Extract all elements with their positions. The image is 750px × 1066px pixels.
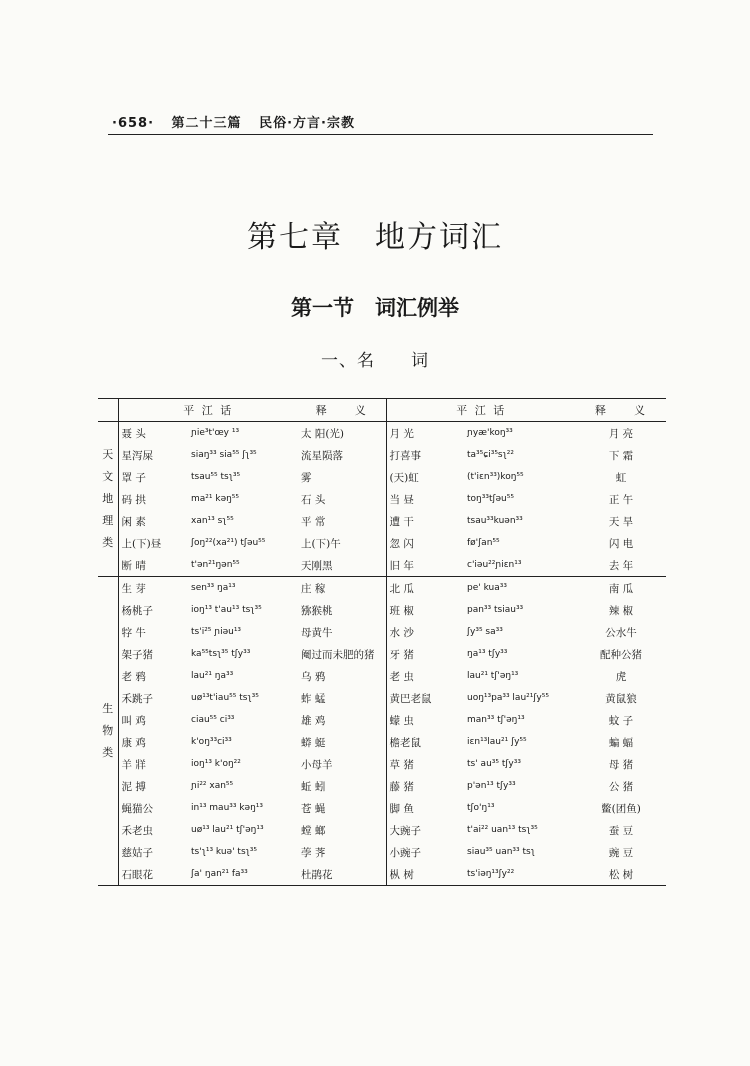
table-row — [98, 488, 666, 510]
right-term: (天)虹 — [389, 471, 419, 484]
left-meaning: 庄 稼 — [298, 577, 386, 600]
right-meaning: 南 瓜 — [608, 582, 634, 595]
table-row — [98, 466, 666, 488]
vocabulary-table — [98, 398, 666, 886]
left-ipa: ioŋ¹³ k'oŋ²² — [191, 759, 241, 769]
right-meaning: 虎 — [615, 670, 627, 683]
right-meaning: 虹 — [615, 471, 627, 484]
table-row — [98, 532, 666, 554]
left-term: 星泻屎 — [121, 449, 153, 462]
left-term: 老 鸦 — [121, 670, 146, 683]
left-meaning: 平 常 — [298, 510, 386, 532]
sub-title: 一、名 词 — [321, 351, 429, 371]
left-term: 牸 牛 — [121, 626, 146, 639]
left-meaning: 雾 — [298, 466, 386, 488]
chapter-title: 第七章 地方词汇 — [247, 220, 503, 255]
right-meaning: 母 猪 — [608, 758, 634, 771]
right-term: 旧 年 — [389, 559, 414, 572]
category-char: 类 — [102, 746, 114, 759]
right-ipa: toŋ³³tʃəu⁵⁵ — [467, 494, 514, 504]
right-ipa: ts' au³⁵ tʃy³³ — [467, 759, 521, 769]
category-char: 生 — [102, 702, 114, 715]
category-char: 地 — [102, 492, 114, 505]
left-ipa: ts'i²⁵ ɲiəu¹³ — [191, 627, 242, 637]
table-row — [98, 599, 666, 621]
right-meaning: 鳖(团鱼) — [601, 802, 641, 815]
right-ipa: ŋa¹³ tʃy³³ — [467, 649, 508, 659]
left-ipa: ts'ʅ¹³ kuə' tsʅ³⁵ — [191, 847, 258, 857]
right-meaning: 辣 椒 — [608, 604, 634, 617]
right-ipa: lau²¹ tʃ'əŋ¹³ — [467, 671, 519, 681]
left-ipa: siaŋ³³ sia⁵⁵ ʃʅ³⁵ — [191, 450, 257, 460]
right-meaning: 月 亮 — [608, 427, 634, 440]
right-ipa: ɲyæ'koŋ³³ — [467, 428, 513, 438]
table-row — [98, 621, 666, 643]
running-header — [112, 112, 367, 131]
right-meaning: 公 猪 — [608, 780, 634, 793]
left-ipa: k'oŋ³³ci³³ — [191, 737, 232, 747]
table-row — [98, 643, 666, 665]
category-char: 物 — [102, 724, 114, 737]
category-char: 文 — [102, 470, 114, 483]
right-ipa: t'ai²² uan¹³ tsʅ³⁵ — [467, 825, 538, 835]
right-term: 枞 树 — [389, 868, 414, 881]
left-term: 慈姑子 — [121, 846, 153, 859]
left-meaning: 流星陨落 — [298, 444, 386, 466]
left-term: 杨桃子 — [121, 604, 153, 617]
table-row — [98, 797, 666, 819]
part-label: 第二十三篇 — [171, 116, 242, 131]
table-row — [98, 665, 666, 687]
left-meaning: 蚯 蚓 — [298, 775, 386, 797]
right-term: 脚 鱼 — [389, 802, 414, 815]
table-row — [98, 709, 666, 731]
right-term: 打喜事 — [389, 449, 421, 462]
right-meaning: 黄鼠狼 — [605, 692, 637, 705]
left-term: 羊 牂 — [121, 758, 146, 771]
left-term: 码 拱 — [121, 493, 146, 506]
category-char: 理 — [102, 514, 114, 527]
category-char: 天 — [102, 448, 114, 461]
left-meaning: 蟒 蜓 — [298, 731, 386, 753]
right-ipa: uoŋ¹³pa³³ lau²¹ʃy⁵⁵ — [467, 693, 549, 703]
table-row — [98, 687, 666, 709]
right-dialect-header: 平 江 话 — [456, 404, 507, 417]
table-row — [98, 444, 666, 466]
category-label — [98, 577, 118, 886]
right-term: 大豌子 — [389, 824, 421, 837]
left-ipa: ioŋ¹³ t'au¹³ tsʅ³⁵ — [191, 605, 262, 615]
left-ipa: xan¹³ sʅ⁵⁵ — [191, 516, 234, 526]
left-term: 生 芽 — [121, 582, 146, 595]
table-row — [98, 863, 666, 886]
right-meaning: 蚊 子 — [608, 714, 634, 727]
left-term: 上(下)昼 — [121, 537, 162, 550]
left-term: 禾老虫 — [121, 824, 153, 837]
group-astronomy-geography — [98, 422, 666, 577]
table-row — [98, 554, 666, 577]
right-meaning: 下 霜 — [608, 449, 634, 462]
table-row — [98, 819, 666, 841]
right-ipa: ta³⁵ɕi³⁵sʅ²² — [467, 450, 514, 460]
left-meaning: 乌 鸦 — [298, 665, 386, 687]
left-meaning: 母黄牛 — [298, 621, 386, 643]
right-term: 黄巴老鼠 — [389, 692, 432, 705]
left-ipa: t'ən²¹ŋən⁵⁵ — [191, 560, 240, 570]
right-term: 遭 干 — [389, 515, 414, 528]
left-meaning: 苍 蝇 — [298, 797, 386, 819]
left-meaning: 螳 螂 — [298, 819, 386, 841]
left-meaning: 雄 鸡 — [298, 709, 386, 731]
table-row — [98, 841, 666, 863]
right-ipa: iɛn¹³lau²¹ ʃy⁵⁵ — [467, 737, 527, 747]
right-ipa: c'iəu²²ɲiɛn¹³ — [467, 560, 522, 570]
right-ipa: pan³³ tsiau³³ — [467, 605, 524, 615]
left-meaning: 太 阳(光) — [298, 422, 386, 445]
right-term: 当 昼 — [389, 493, 414, 506]
page-number: ·658· — [112, 116, 155, 131]
left-ipa: ɲie³t'œy ¹³ — [191, 428, 240, 438]
left-term: 罩 子 — [121, 471, 146, 484]
right-ipa: fø'ʃan⁵⁵ — [467, 538, 500, 548]
right-meaning-header: 释 义 — [595, 404, 647, 417]
right-term: 老 虫 — [389, 670, 414, 683]
left-ipa: ciau⁵⁵ ci³³ — [191, 715, 235, 725]
category-char: 类 — [102, 536, 114, 549]
category-header — [98, 399, 118, 422]
right-ipa: (t'iɛn³³)koŋ⁵⁵ — [467, 472, 524, 482]
left-term: 泥 搏 — [121, 780, 146, 793]
right-ipa: siau³⁵ uan³³ tsʅ — [467, 847, 535, 857]
left-term: 蝇猫公 — [121, 802, 153, 815]
right-meaning: 松 树 — [608, 868, 634, 881]
left-meaning: 荸 荠 — [298, 841, 386, 863]
left-meaning: 杜鹃花 — [298, 863, 386, 886]
left-ipa: uø¹³t'iau⁵⁵ tsʅ³⁵ — [191, 693, 259, 703]
right-meaning: 豌 豆 — [608, 846, 634, 859]
right-meaning: 正 午 — [608, 493, 634, 506]
left-meaning: 蚱 蜢 — [298, 687, 386, 709]
table-row — [98, 577, 666, 600]
right-ipa: ʃy³⁵ sa³³ — [467, 627, 503, 637]
left-ipa: ma²¹ kəŋ⁵⁵ — [191, 494, 240, 504]
left-ipa: lau²¹ ŋa³³ — [191, 671, 234, 681]
right-ipa: tʃo'ŋ¹³ — [467, 803, 495, 813]
header-rule — [108, 134, 653, 135]
table-row — [98, 731, 666, 753]
left-term: 禾跳子 — [121, 692, 153, 705]
left-ipa: ʃa' ŋan²¹ fa³³ — [191, 869, 248, 879]
right-term: 小豌子 — [389, 846, 421, 859]
section-title: 第一节 词汇例举 — [291, 296, 459, 320]
right-meaning: 配种公猪 — [600, 648, 642, 661]
left-meaning: 上(下)午 — [298, 532, 386, 554]
group-living-things — [98, 577, 666, 886]
table-row — [98, 510, 666, 532]
right-ipa: pe' kua³³ — [467, 583, 507, 593]
right-term: 藤 猪 — [389, 780, 414, 793]
right-term: 檐老鼠 — [389, 736, 421, 749]
table-row — [98, 775, 666, 797]
left-ipa: ka⁵⁵tsʅ³⁵ tʃy³³ — [191, 649, 251, 659]
left-ipa: uø¹³ lau²¹ tʃ'əŋ¹³ — [191, 825, 264, 835]
right-meaning: 闪 电 — [608, 537, 634, 550]
right-meaning: 天 旱 — [608, 515, 634, 528]
table-header — [98, 399, 666, 422]
left-meaning: 猕猴桃 — [298, 599, 386, 621]
right-ipa: tsau³³kuən³³ — [467, 516, 523, 526]
left-meaning: 天刚黑 — [298, 554, 386, 577]
table-row — [98, 753, 666, 775]
left-term: 聂 头 — [121, 427, 146, 440]
right-term: 班 椒 — [389, 604, 414, 617]
left-term: 康 鸡 — [121, 736, 146, 749]
right-term: 牙 猪 — [389, 648, 414, 661]
right-term: 月 光 — [389, 427, 414, 440]
left-meaning: 阉过而未肥的猪 — [298, 643, 386, 665]
left-ipa: in¹³ mau³³ kəŋ¹³ — [191, 803, 264, 813]
right-term: 蠓 虫 — [389, 714, 414, 727]
right-ipa: ts'iəŋ¹³ʃy²² — [467, 869, 515, 879]
left-meaning: 小母羊 — [298, 753, 386, 775]
right-term: 北 瓜 — [389, 582, 414, 595]
category-label — [98, 422, 118, 577]
left-meaning-header: 释 义 — [298, 399, 386, 422]
right-meaning: 去 年 — [608, 559, 634, 572]
right-ipa: man³³ tʃ'əŋ¹³ — [467, 715, 525, 725]
left-ipa: ʃoŋ²²(xa²¹) tʃəu⁵⁵ — [191, 538, 266, 548]
left-dialect-header: 平 江 话 — [183, 404, 234, 417]
left-term: 架子猪 — [121, 648, 153, 661]
table-row — [98, 422, 666, 445]
right-meaning: 蚕 豆 — [608, 824, 634, 837]
right-term: 忽 闪 — [389, 537, 414, 550]
left-term: 石眼花 — [121, 868, 153, 881]
left-term: 叫 鸡 — [121, 714, 146, 727]
part-title: 民俗·方言·宗教 — [259, 116, 355, 131]
left-ipa: sen³³ ŋa¹³ — [191, 583, 236, 593]
left-ipa: tsau⁵⁵ tsʅ³⁵ — [191, 472, 241, 482]
right-ipa: p'ən¹³ tʃy³³ — [467, 781, 516, 791]
left-ipa: ɲi²² xan⁵⁵ — [191, 781, 234, 791]
left-meaning: 石 头 — [298, 488, 386, 510]
right-term: 草 猪 — [389, 758, 414, 771]
left-term: 断 晴 — [121, 559, 146, 572]
left-term: 闲 素 — [121, 515, 146, 528]
right-meaning: 蝙 蝠 — [608, 736, 634, 749]
right-meaning: 公水牛 — [605, 626, 637, 639]
right-term: 水 沙 — [389, 626, 414, 639]
